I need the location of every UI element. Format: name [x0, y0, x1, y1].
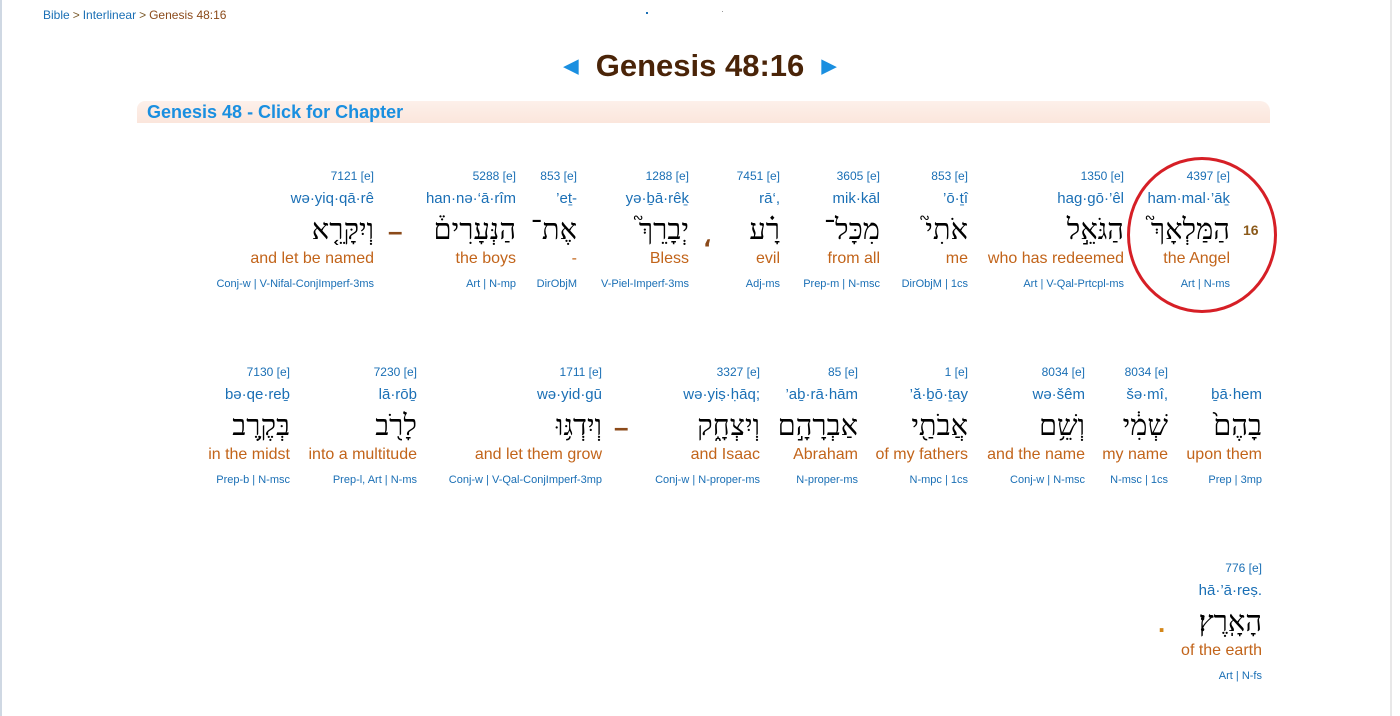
interlinear-word: [987, 364, 1085, 489]
hebrew-word[interactable]: רָ֗ע: [749, 212, 780, 246]
breadcrumb-current: Genesis 48:16: [149, 8, 227, 22]
strongs-link[interactable]: 3327 [e]: [716, 365, 760, 379]
chapter-link[interactable]: Genesis 48 - Click for Chapter: [147, 102, 404, 122]
hebrew-word[interactable]: אַבְרָהָ֣ם: [777, 408, 858, 442]
hebrew-word[interactable]: אֹתִי֮: [925, 212, 968, 246]
strongs-link[interactable]: 1350 [e]: [1080, 169, 1124, 183]
verse-number[interactable]: 16: [1243, 222, 1259, 238]
strongs-link[interactable]: 3605 [e]: [836, 169, 880, 183]
morphology-link[interactable]: Prep-m | N-msc: [803, 278, 880, 290]
strongs-link[interactable]: 1711 [e]: [559, 365, 602, 379]
morphology-link[interactable]: N-mpc | 1cs: [909, 474, 968, 486]
transliteration: ’ă·ḇō·ṯay: [909, 386, 968, 403]
morphology-link[interactable]: Art | V-Qal-Prtcpl-ms: [1023, 278, 1124, 290]
english-gloss: the boys: [455, 250, 516, 267]
english-gloss: and Isaac: [690, 446, 760, 463]
english-gloss: from all: [827, 250, 880, 267]
morphology-link[interactable]: DirObjM | 1cs: [901, 278, 968, 290]
morphology-link[interactable]: Conj-w | V-Nifal-ConjImperf-3ms: [216, 278, 374, 290]
english-gloss: Bless: [649, 250, 689, 267]
interlinear-word: [601, 168, 689, 293]
hebrew-word[interactable]: אֶת־: [530, 212, 577, 246]
maqaf-separator: –: [388, 216, 403, 246]
morphology-link[interactable]: Conj-w | V-Qal-ConjImperf-3mp: [448, 474, 602, 486]
scrollbar-track[interactable]: [1390, 0, 1392, 716]
stray-dot: [646, 12, 648, 14]
english-gloss: upon them: [1186, 446, 1262, 463]
transliteration: mik·kāl: [832, 190, 880, 207]
interlinear-word: [531, 168, 577, 293]
maqaf-separator: –: [614, 412, 629, 442]
interlinear-word: [902, 168, 968, 293]
hebrew-word[interactable]: הַנְּעָרִים֒: [433, 212, 516, 246]
morphology-link[interactable]: DirObjM: [536, 278, 577, 290]
breadcrumb-bible[interactable]: Bible: [43, 8, 70, 22]
breadcrumb-separator: >: [139, 8, 147, 22]
transliteration: han·nə·‘ā·rîm: [425, 190, 516, 207]
morphology-link[interactable]: Art | N-fs: [1218, 670, 1262, 682]
morphology-link[interactable]: N-msc | 1cs: [1110, 474, 1168, 486]
transliteration: hā·’ā·reṣ.: [1198, 582, 1262, 599]
highlight-circle-annotation: [1127, 157, 1277, 313]
interlinear-word: [216, 168, 374, 293]
morphology-link[interactable]: N-proper-ms: [796, 474, 858, 486]
morphology-link[interactable]: Prep-l, Art | N-ms: [332, 474, 417, 486]
strongs-link[interactable]: 85 [e]: [827, 365, 858, 379]
hebrew-word[interactable]: וְיִצְחָ֑ק: [697, 408, 760, 442]
transliteration: rā‘,: [759, 190, 780, 207]
english-gloss: and the name: [987, 446, 1085, 463]
hebrew-word[interactable]: בָהֶם֙: [1213, 408, 1262, 442]
interlinear-word: [426, 168, 516, 293]
strongs-link[interactable]: 7451 [e]: [736, 169, 780, 183]
breadcrumb: [43, 8, 226, 22]
morphology-link[interactable]: Art | N-mp: [466, 278, 516, 290]
hebrew-punctuation: ،: [703, 222, 712, 252]
interlinear-word: [988, 168, 1124, 293]
morphology-link[interactable]: Art | N-ms: [1180, 278, 1230, 290]
transliteration: ’aḇ·rā·hām: [785, 386, 858, 403]
morphology-link[interactable]: Adj-ms: [745, 278, 780, 290]
hebrew-word[interactable]: הַמַּלְאָךְ֮: [1150, 212, 1230, 246]
verse-header: [0, 48, 1400, 84]
interlinear-word: [308, 364, 417, 489]
hebrew-word[interactable]: יְבָרֵךְ֮: [638, 212, 689, 246]
hebrew-word[interactable]: אֲבֹתַ֖י: [911, 408, 968, 442]
hebrew-word[interactable]: הָאָֽרֶץ׃: [1198, 604, 1262, 638]
transliteration: lā·rōḇ: [378, 386, 417, 403]
interlinear-word: [876, 364, 968, 489]
interlinear-word: [449, 364, 602, 489]
hebrew-word[interactable]: בְּקֶ֥רֶב: [232, 408, 290, 442]
chapter-bar: [137, 101, 1270, 123]
english-gloss: the Angel: [1163, 250, 1230, 267]
strongs-link[interactable]: 7230 [e]: [373, 365, 417, 379]
interlinear-word: [803, 168, 880, 293]
hebrew-word[interactable]: וְיִדְגּ֥וּ: [556, 408, 602, 442]
interlinear-word: [208, 364, 290, 489]
hebrew-word[interactable]: מִכָּל־: [823, 212, 880, 246]
transliteration: šə·mî,: [1126, 386, 1168, 403]
transliteration: wə·šêm: [1032, 386, 1085, 403]
interlinear-word: [1181, 560, 1262, 685]
strongs-link[interactable]: 7121 [e]: [330, 169, 374, 183]
interlinear-word: [737, 168, 780, 293]
english-gloss: who has redeemed: [987, 250, 1124, 267]
prev-verse-arrow-icon[interactable]: ◄: [558, 50, 584, 81]
strongs-link[interactable]: [1186, 364, 1262, 381]
morphology-link[interactable]: Conj-w | N-msc: [1010, 474, 1085, 486]
breadcrumb-interlinear[interactable]: Interlinear: [82, 8, 137, 22]
english-gloss: Abraham: [793, 446, 858, 463]
english-gloss: -: [571, 250, 577, 267]
transliteration: bə·qe·reḇ: [224, 386, 290, 403]
transliteration: wə·yiq·qā·rê: [290, 190, 374, 207]
breadcrumb-separator: >: [72, 8, 80, 22]
stray-dot: [722, 11, 723, 12]
english-gloss: and let them grow: [474, 446, 602, 463]
hebrew-word[interactable]: לָרֹ֖ב: [375, 408, 417, 442]
english-gloss: of the earth: [1181, 642, 1262, 659]
morphology-link[interactable]: Prep | 3mp: [1208, 474, 1262, 486]
english-gloss: into a multitude: [308, 446, 417, 463]
strongs-link[interactable]: 853 [e]: [540, 169, 577, 183]
strongs-link[interactable]: 1288 [e]: [645, 169, 689, 183]
morphology-link[interactable]: Prep-b | N-msc: [216, 474, 290, 486]
english-gloss: my name: [1102, 446, 1168, 463]
transliteration: hag·gō·’êl: [1057, 190, 1124, 207]
transliteration: ’ō·ṯî: [942, 190, 968, 207]
interlinear-word: [1102, 364, 1168, 489]
strongs-link[interactable]: 7130 [e]: [246, 365, 290, 379]
transliteration: ḇā·hem: [1211, 386, 1262, 403]
transliteration: ham·mal·’āḵ: [1147, 190, 1230, 207]
verse-end-punctuation: .: [1158, 608, 1166, 638]
interlinear-word: [1186, 364, 1262, 489]
english-gloss: evil: [755, 250, 780, 267]
strongs-link[interactable]: 853 [e]: [931, 169, 968, 183]
hebrew-word[interactable]: הַגֹּאֵ֣ל: [1066, 212, 1124, 246]
english-gloss: me: [945, 250, 968, 267]
strongs-link[interactable]: 1 [e]: [944, 365, 968, 379]
interlinear-word: [655, 364, 760, 489]
english-gloss: of my fathers: [875, 446, 968, 463]
strongs-link[interactable]: 776 [e]: [1225, 561, 1262, 575]
transliteration: yə·ḇā·rêḵ: [625, 190, 689, 207]
transliteration: ’eṯ-: [556, 190, 577, 207]
strongs-link[interactable]: 4397 [e]: [1186, 169, 1230, 183]
hebrew-word[interactable]: שְׁמִ֔י: [1122, 408, 1168, 442]
page-left-border: [0, 0, 2, 716]
hebrew-word[interactable]: וְשֵׁ֥ם: [1038, 408, 1085, 442]
strongs-link[interactable]: 5288 [e]: [472, 169, 516, 183]
hebrew-word[interactable]: וְיִקָּרֵ֤א: [311, 212, 374, 246]
english-gloss: in the midst: [208, 446, 290, 463]
morphology-link[interactable]: V-Piel-Imperf-3ms: [600, 278, 689, 290]
transliteration: wə·yiṣ·ḥāq;: [683, 386, 760, 403]
next-verse-arrow-icon[interactable]: ►: [816, 50, 842, 81]
strongs-link[interactable]: 8034 [e]: [1041, 365, 1085, 379]
english-gloss: and let be named: [250, 250, 374, 267]
transliteration: wə·yid·gū: [536, 386, 602, 403]
interlinear-word: [778, 364, 858, 489]
page-title: Genesis 48:16: [595, 48, 805, 83]
strongs-link[interactable]: 8034 [e]: [1124, 365, 1168, 379]
morphology-link[interactable]: Conj-w | N-proper-ms: [655, 474, 760, 486]
